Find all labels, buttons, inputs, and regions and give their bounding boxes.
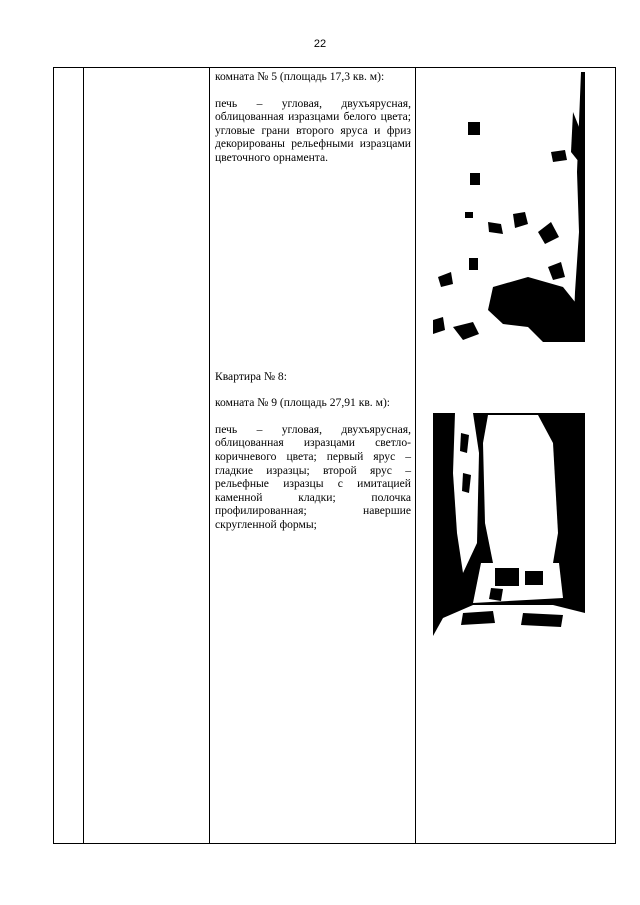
stove-description: печь – угловая, двухъярусная, облицованная изразцами белого цвета; угловые грани второго яруса и фриз декорированы рельефными изразцами цветочного орнамента. (215, 96, 411, 164)
description-cell (210, 68, 416, 844)
stove-description: печь – угловая, двухъярусная, облицованная изразцами светло-коричневого цвета; первый ярус – гладкие изразцы; второй ярус – рельефные изразцы с имитацией каменной кладки; полочка профилированная; навершие скругленной формы; (215, 422, 411, 531)
room-heading: комната № 5 (площадь 17,3 кв. м): (215, 70, 385, 83)
stove-photo-1 (433, 72, 585, 342)
stove-photo-icon (433, 72, 585, 342)
name-cell (84, 68, 210, 844)
number-cell (54, 68, 84, 844)
apartment-heading: Квартира № 8: (215, 369, 287, 383)
stove-photo-2 (433, 413, 585, 636)
room-heading: комната № 9 (площадь 27,91 кв. м): (215, 396, 391, 410)
page-number: 22 (313, 38, 327, 50)
stove-photo-icon (433, 413, 585, 636)
